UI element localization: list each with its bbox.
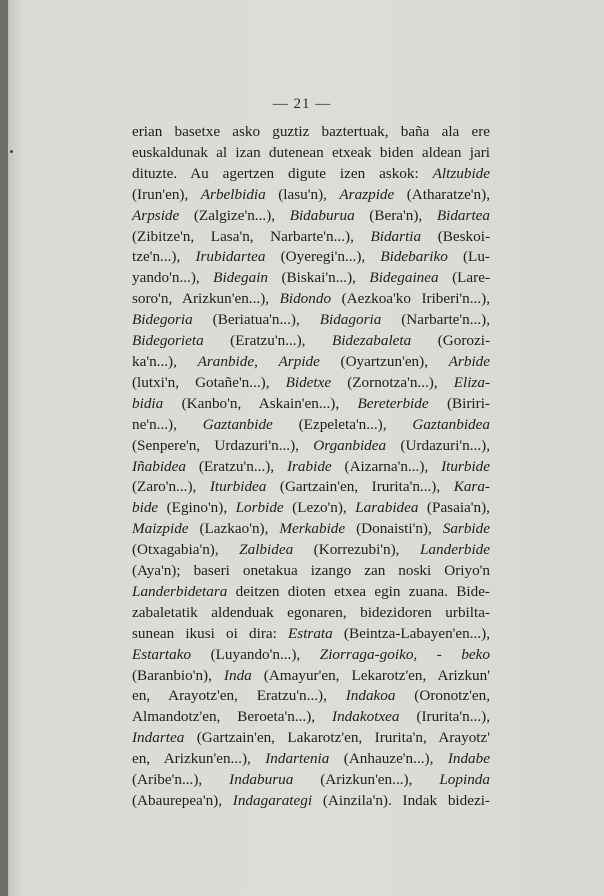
text-segment: (Gartzain'en, Irurita'n...),	[266, 478, 454, 496]
text-line	[132, 373, 490, 394]
text-segment: (Lu-	[447, 248, 490, 266]
text-segment: dituzte. Au agertzen digute izen askok:	[132, 164, 433, 182]
place-name: Bidegorieta	[132, 332, 204, 350]
place-name: Aranbide,	[197, 352, 258, 370]
place-name: Gaztanbidea	[412, 415, 490, 433]
place-name: Irubidartea	[195, 248, 266, 266]
text-segment: en, Arayotz'en, Eratzu'n...),	[132, 687, 346, 705]
place-name: Bidartia	[370, 227, 422, 245]
text-segment	[258, 353, 279, 370]
text-segment: (Otxagabia'n),	[132, 541, 240, 559]
text-segment: erian basetxe asko guztiz baztertuak, baña ala ere	[132, 123, 490, 140]
place-name: Estartako	[132, 645, 192, 663]
text-segment: (Irun'en),	[132, 185, 201, 203]
binding-gutter	[0, 0, 8, 896]
body-paragraph	[132, 122, 490, 812]
text-segment: soro'n, Arizkun'en...),	[132, 290, 280, 308]
text-segment: yando'n...),	[132, 269, 214, 287]
text-line	[132, 143, 490, 164]
text-line	[132, 457, 490, 478]
place-name: Bidebariko	[380, 248, 448, 266]
text-segment: zabaletatik aldenduak egonaren, bidezidoren urbilta-	[132, 603, 490, 621]
text-line	[132, 122, 490, 143]
text-line	[132, 603, 490, 624]
place-name: Bidezabaleta	[331, 332, 412, 350]
text-segment: tze'n...),	[132, 248, 196, 266]
text-segment: (Aizarna'n...),	[331, 457, 442, 475]
text-line	[132, 645, 490, 666]
text-line	[132, 394, 490, 415]
text-segment: (Irurita'n...),	[399, 708, 490, 726]
place-name: Kara-	[453, 478, 490, 496]
text-segment: (Biskai'n...),	[268, 269, 370, 287]
place-name: Maizpide	[132, 520, 189, 538]
text-segment: (Zornotza'n...),	[331, 373, 454, 391]
place-name: Ziorraga-goiko, - beko	[319, 645, 490, 663]
text-segment: euskaldunak al izan dutenean etxeak biden aldean jari	[132, 143, 490, 161]
text-segment: (Donaisti'n),	[345, 520, 443, 538]
text-segment: (Luyando'n...),	[191, 645, 320, 663]
text-segment: (Aezkoa'ko Iriberi'n...),	[331, 290, 490, 308]
place-name: Arbelbidia	[200, 185, 266, 203]
place-name: Larabidea	[355, 499, 419, 517]
text-line	[132, 519, 490, 540]
place-name: Bidartea	[436, 206, 490, 224]
place-name: Arpide	[278, 352, 320, 370]
text-line	[132, 770, 490, 791]
place-name: Indabe	[447, 750, 490, 768]
text-segment: (Oyartzun'en),	[319, 352, 449, 370]
text-segment: (Urdazuri'n...),	[386, 436, 490, 454]
text-segment: (Biriri-	[428, 394, 490, 412]
place-name: Bidetxe	[285, 373, 332, 391]
place-name: Merkabide	[279, 520, 346, 538]
text-segment: (Narbarte'n...),	[381, 311, 490, 329]
text-line	[132, 686, 490, 707]
text-segment: ka'n...),	[132, 352, 198, 370]
place-name: Lopinda	[439, 771, 490, 789]
place-name: Landerbide	[419, 541, 491, 559]
text-line	[132, 561, 490, 582]
text-line	[132, 707, 490, 728]
place-name: Bidegain	[213, 269, 269, 287]
text-line	[132, 791, 490, 812]
text-segment: (Zalgize'n...),	[179, 206, 290, 224]
text-line	[132, 624, 490, 645]
text-segment: (Korrezubi'n),	[293, 541, 420, 559]
text-segment: (Zaro'n...),	[132, 478, 210, 496]
place-name: Arpside	[132, 206, 180, 224]
text-segment: (Ezpeleta'n...),	[272, 415, 413, 433]
text-line	[132, 749, 490, 770]
place-name: Indagarategi	[232, 792, 313, 809]
text-segment: (Egino'n),	[158, 499, 236, 517]
place-name: Indartenia	[265, 750, 330, 768]
text-line	[132, 436, 490, 457]
text-segment: ne'n...),	[132, 415, 203, 433]
text-segment: (Baranbio'n),	[132, 666, 224, 684]
place-name: Iñabidea	[132, 457, 186, 475]
text-line	[132, 268, 490, 289]
page-number: — 21 —	[272, 96, 332, 112]
place-name: Indakoa	[345, 687, 396, 705]
place-name: Landerbidetara	[132, 582, 228, 600]
text-segment: (Lare-	[438, 269, 490, 287]
text-segment: deitzen dioten etxea egin zuana. Bide-	[227, 582, 490, 600]
place-name: Indaburua	[229, 771, 294, 789]
place-name: Iturbide	[441, 457, 490, 475]
text-segment: (Arizkun'en...),	[293, 771, 440, 789]
text-line	[132, 227, 490, 248]
place-name: Inda	[223, 666, 252, 684]
text-segment: (Zibitze'n, Lasa'n, Narbarte'n...),	[132, 227, 371, 245]
text-segment: (Aribe'n...),	[132, 771, 230, 789]
text-line	[132, 540, 490, 561]
place-name: Iturbidea	[209, 478, 267, 496]
text-segment: sunean ikusi oi dira:	[132, 624, 288, 642]
text-segment: en, Arizkun'en...),	[132, 750, 266, 768]
text-segment: (lutxi'n, Gotañe'n...),	[132, 373, 286, 391]
place-name: Bidegoria	[132, 311, 193, 329]
place-name: Lorbide	[235, 499, 284, 517]
text-segment: (Lezo'n),	[283, 499, 356, 517]
text-segment: (Atharatze'n),	[394, 185, 490, 203]
text-segment: (Abaurepea'n),	[132, 792, 233, 809]
text-line	[132, 666, 490, 687]
text-segment: (Gorozi-	[411, 332, 491, 350]
text-segment: (Beriatua'n...),	[192, 311, 320, 329]
text-segment: (Pasaia'n),	[418, 499, 490, 517]
place-name: Bidagoria	[319, 311, 382, 329]
place-name: Bidaburua	[289, 206, 355, 224]
speck	[10, 150, 13, 153]
text-segment: (Kanbo'n, Askain'en...),	[163, 394, 358, 412]
place-name: Arazpide	[339, 185, 395, 203]
place-name: Irabide	[286, 457, 332, 475]
text-line	[132, 206, 490, 227]
text-line	[132, 185, 490, 206]
text-segment: Almandotz'en, Beroeta'n...),	[132, 708, 333, 726]
text-segment: (Gartzain'en, Lakarotz'en, Irurita'n, Arayotz'	[184, 729, 490, 747]
text-segment: (Ainzila'n). Indak bidezi-	[312, 792, 490, 809]
text-segment: (Anhauze'n...),	[329, 750, 448, 768]
text-segment: (Senpere'n, Urdazuri'n...),	[132, 436, 314, 454]
text-segment: (Lazkao'n),	[188, 520, 280, 538]
text-segment: (Oronotz'en,	[395, 687, 491, 705]
place-name: Sarbide	[442, 520, 490, 538]
text-segment: (Aya'n); baseri onetakua izango zan noski Oriyo'n	[132, 562, 490, 580]
text-line	[132, 728, 490, 749]
text-segment: (Eratzu'n...),	[186, 457, 287, 475]
text-line	[132, 331, 490, 352]
text-segment: (Beintza-Labayen'en...),	[332, 624, 490, 642]
text-segment: (Eratzu'n...),	[203, 332, 332, 350]
text-segment: (lasu'n),	[265, 185, 340, 203]
text-line	[132, 582, 490, 603]
text-line	[132, 498, 490, 519]
text-segment: (Oyeregi'n...),	[265, 248, 381, 266]
place-name: Gaztanbide	[202, 415, 273, 433]
text-segment: (Amayur'en, Lekarotz'en, Arizkun'	[251, 666, 490, 684]
place-name: bide	[132, 499, 159, 517]
text-segment: (Beskoi-	[421, 227, 491, 245]
place-name: Arbide	[448, 352, 490, 370]
text-line	[132, 415, 490, 436]
text-line	[132, 289, 490, 310]
place-name: Bidegainea	[369, 269, 439, 287]
place-name: Estrata	[288, 624, 333, 642]
place-name: bidia	[132, 394, 164, 412]
place-name: Bereterbide	[357, 394, 429, 412]
place-name: Zalbidea	[239, 541, 294, 559]
place-name: Indakotxea	[332, 708, 400, 726]
text-line	[132, 247, 490, 268]
text-line	[132, 310, 490, 331]
place-name: Altzubide	[432, 164, 490, 182]
text-segment: (Bera'n),	[354, 206, 437, 224]
text-line	[132, 164, 490, 185]
place-name: Bidondo	[279, 290, 332, 308]
text-line	[132, 477, 490, 498]
text-line	[132, 352, 490, 373]
place-name: Indartea	[132, 729, 185, 747]
place-name: Eliza-	[453, 373, 490, 391]
place-name: Organbidea	[313, 436, 387, 454]
